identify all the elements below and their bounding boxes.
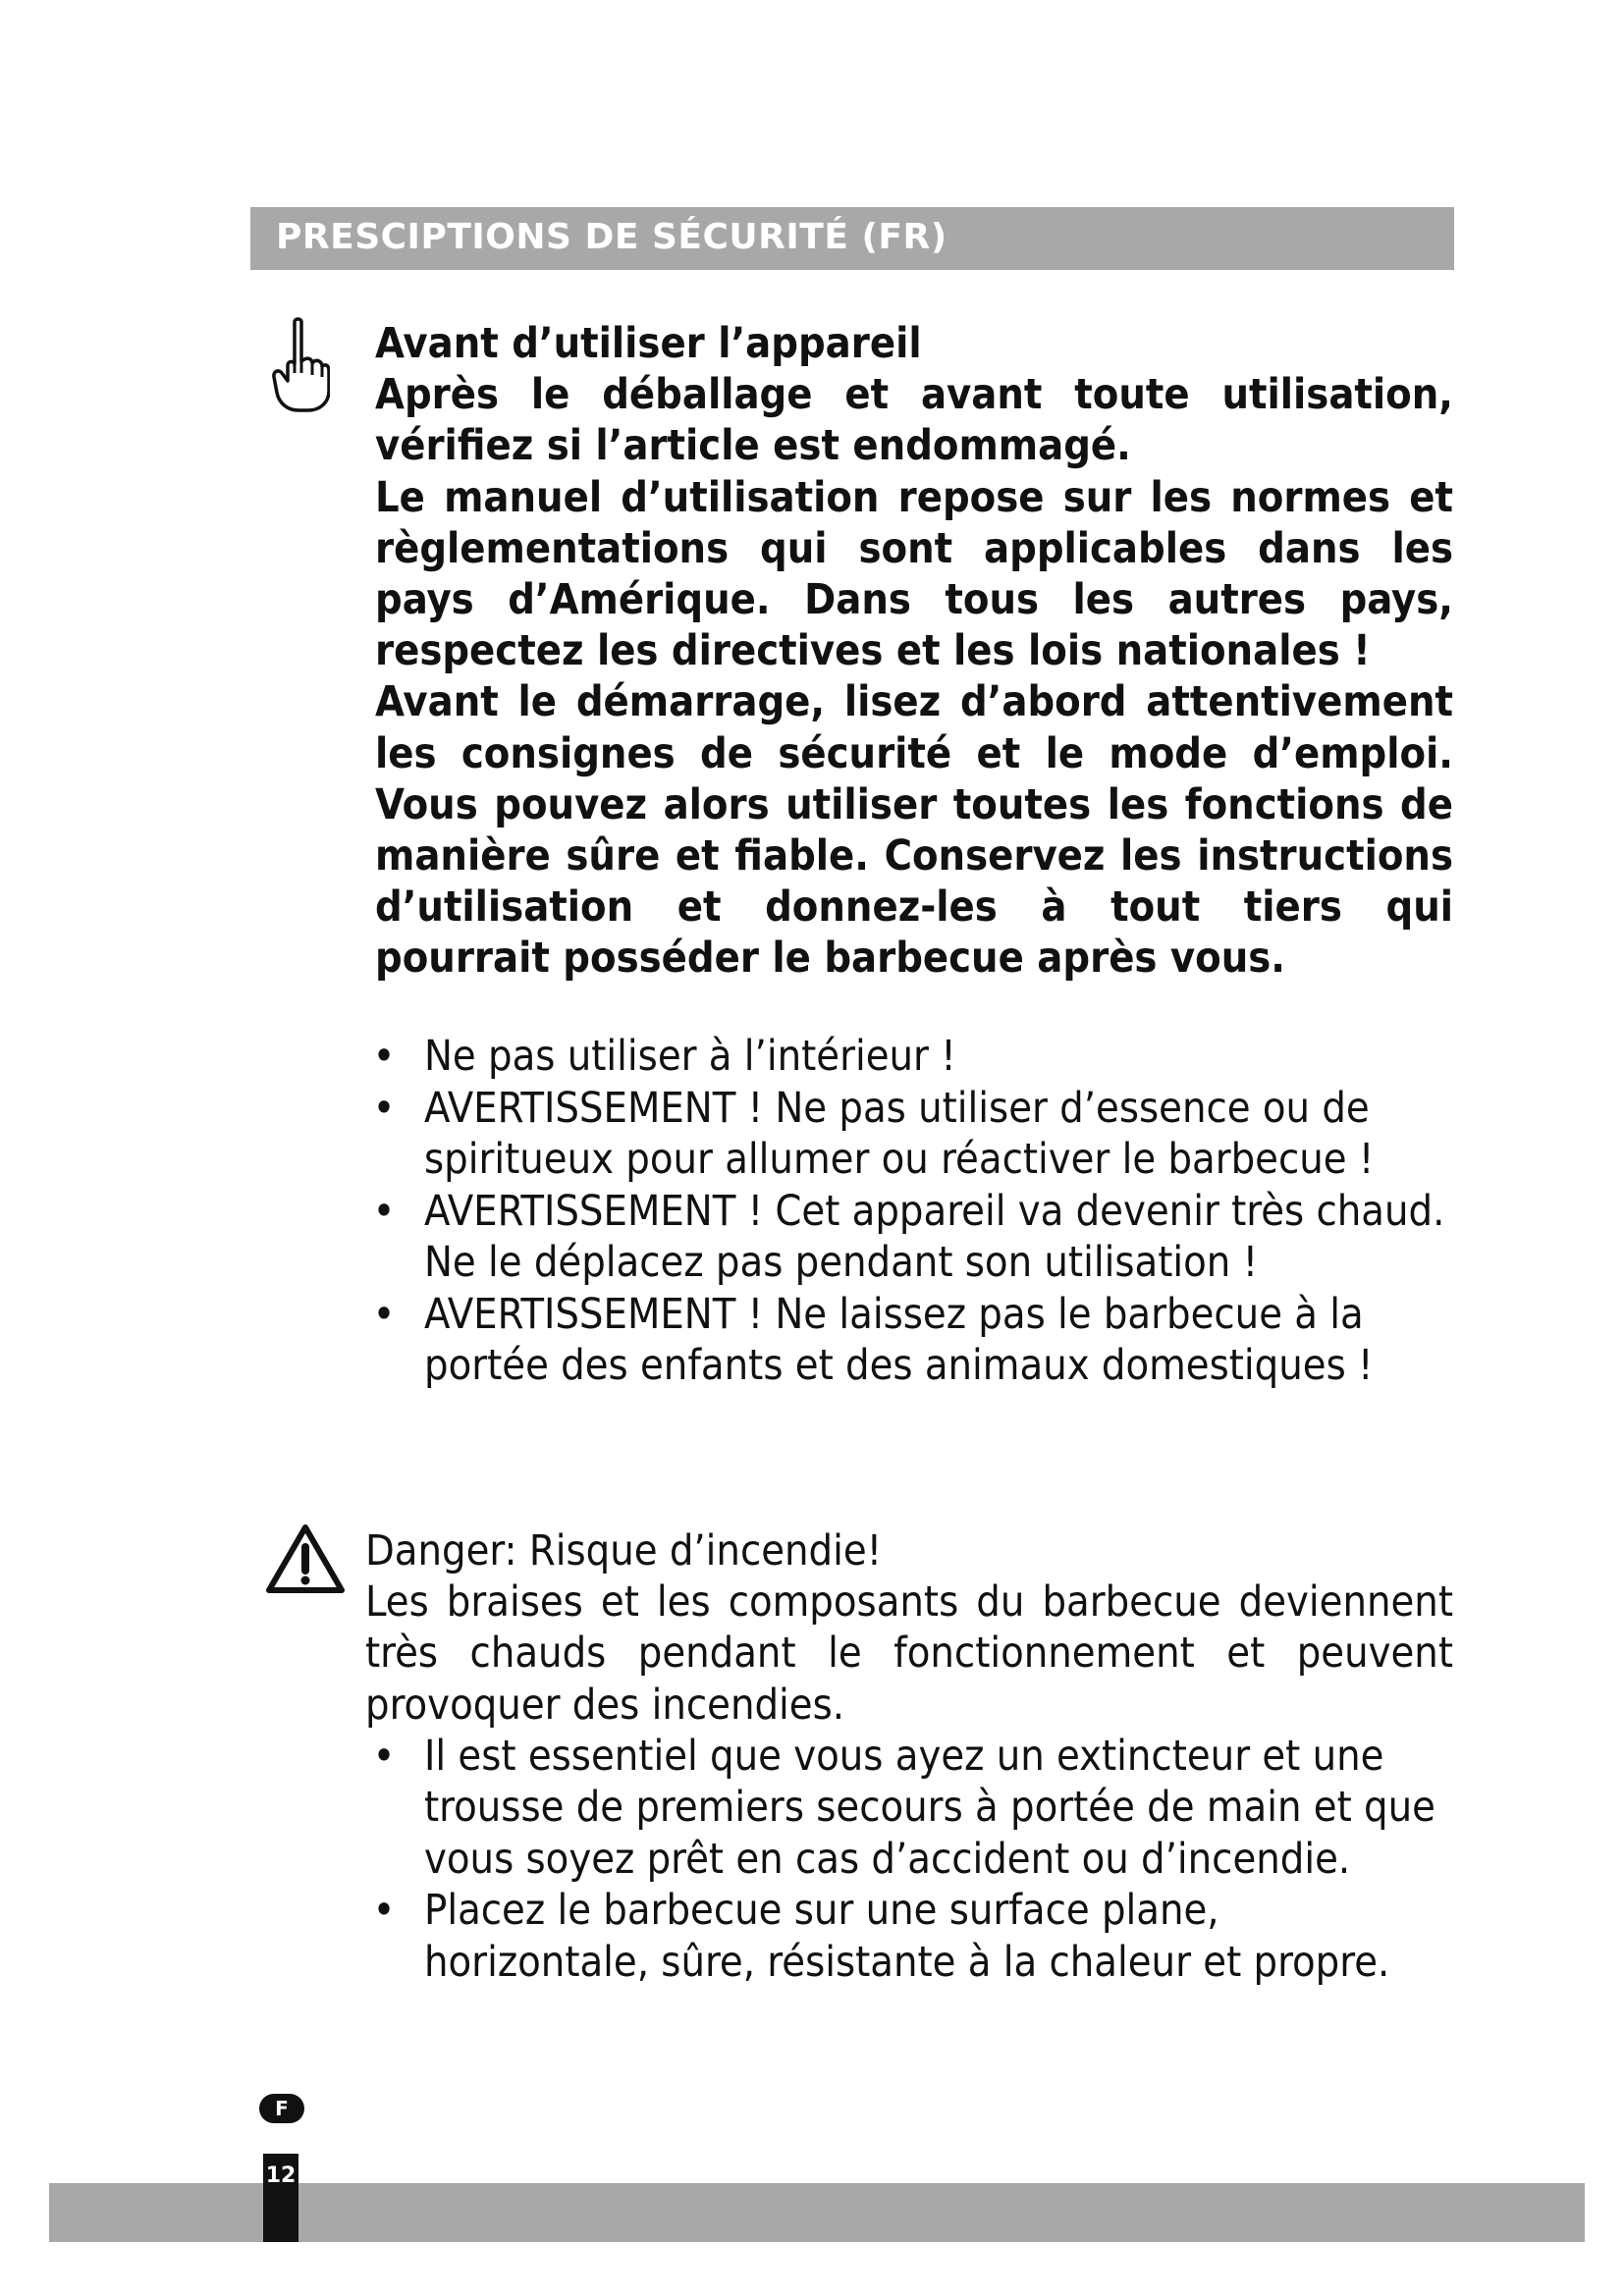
list-item: • AVERTISSEMENT ! Cet appareil va devenir très chaud. Ne le déplacez pas pendant son utilisation !: [372, 1186, 1445, 1287]
language-badge: F: [259, 2094, 304, 2123]
list-item-text: AVERTISSEMENT ! Cet appareil va devenir très chaud. Ne le déplacez pas pendant son utilisation !: [424, 1186, 1445, 1287]
list-item-text: Placez le barbecue sur une surface plane, horizontale, sûre, résistante à la chaleur et propre.: [424, 1886, 1390, 1987]
list-item: • Placez le barbecue sur une surface plane, horizontale, sûre, résistante à la chaleur et propre.: [372, 1886, 1390, 1987]
list-item: • Il est essentiel que vous ayez un extincteur et une trousse de premiers secours à portée de main et que vous soyez prêt en cas d’accident ou d’incendie.: [372, 1731, 1435, 1884]
intro-section: [375, 318, 1453, 985]
intro-paragraph: Avant le démarrage, lisez d’abord attentivement les consignes de sécurité et le mode d’emploi. Vous pouvez alors utiliser toutes les fonctions de manière sûre et fiable. Conservez les instructions d’utilisation et donnez-les à tout tiers qui pourrait posséder le barbecue après vous.: [375, 677, 1453, 984]
list-item-text: Il est essentiel que vous ayez un extincteur et une trousse de premiers secours à portée de main et que vous soyez prêt en cas d’accident ou d’incendie.: [424, 1731, 1435, 1884]
section-title: PRESCIPTIONS DE SÉCURITÉ (FR): [276, 217, 947, 257]
intro-paragraph: Après le déballage et avant toute utilisation, vérifiez si l’article est endommagé.: [375, 370, 1453, 471]
list-item: • AVERTISSEMENT ! Ne laissez pas le barbecue à la portée des enfants et des animaux domestiques !: [372, 1289, 1374, 1390]
warning-triangle-icon: [265, 1523, 346, 1594]
list-item-text: AVERTISSEMENT ! Ne laissez pas le barbecue à la portée des enfants et des animaux domestiques !: [424, 1289, 1374, 1390]
warning-list: [369, 1031, 1453, 1392]
danger-title: Danger: Risque d’incendie!: [365, 1526, 883, 1575]
list-item-text: AVERTISSEMENT ! Ne pas utiliser d’essence ou de spiritueux pour allumer ou réactiver le barbecue !: [424, 1083, 1375, 1184]
list-item-text: Ne pas utiliser à l’intérieur !: [424, 1032, 956, 1081]
section-header-bar: [250, 207, 1454, 270]
danger-list: [369, 1731, 1453, 1989]
danger-section: [365, 1525, 1453, 1988]
list-item: • AVERTISSEMENT ! Ne pas utiliser d’essence ou de spiritueux pour allumer ou réactiver le barbecue !: [372, 1083, 1375, 1184]
intro-title: Avant d’utiliser l’appareil: [375, 319, 922, 368]
list-item: • Ne pas utiliser à l’intérieur !: [372, 1032, 956, 1081]
page-number: 12: [263, 2154, 298, 2242]
intro-paragraph: Le manuel d’utilisation repose sur les normes et règlementations qui sont applicables dans les pays d’Amérique. Dans tous les autres pays, respectez les directives et les lois nationales !: [375, 472, 1453, 676]
pointing-hand-icon: [269, 316, 330, 414]
danger-text: Les braises et les composants du barbecue deviennent très chauds pendant le fonctionnement et peuvent provoquer des incendies.: [365, 1577, 1453, 1730]
